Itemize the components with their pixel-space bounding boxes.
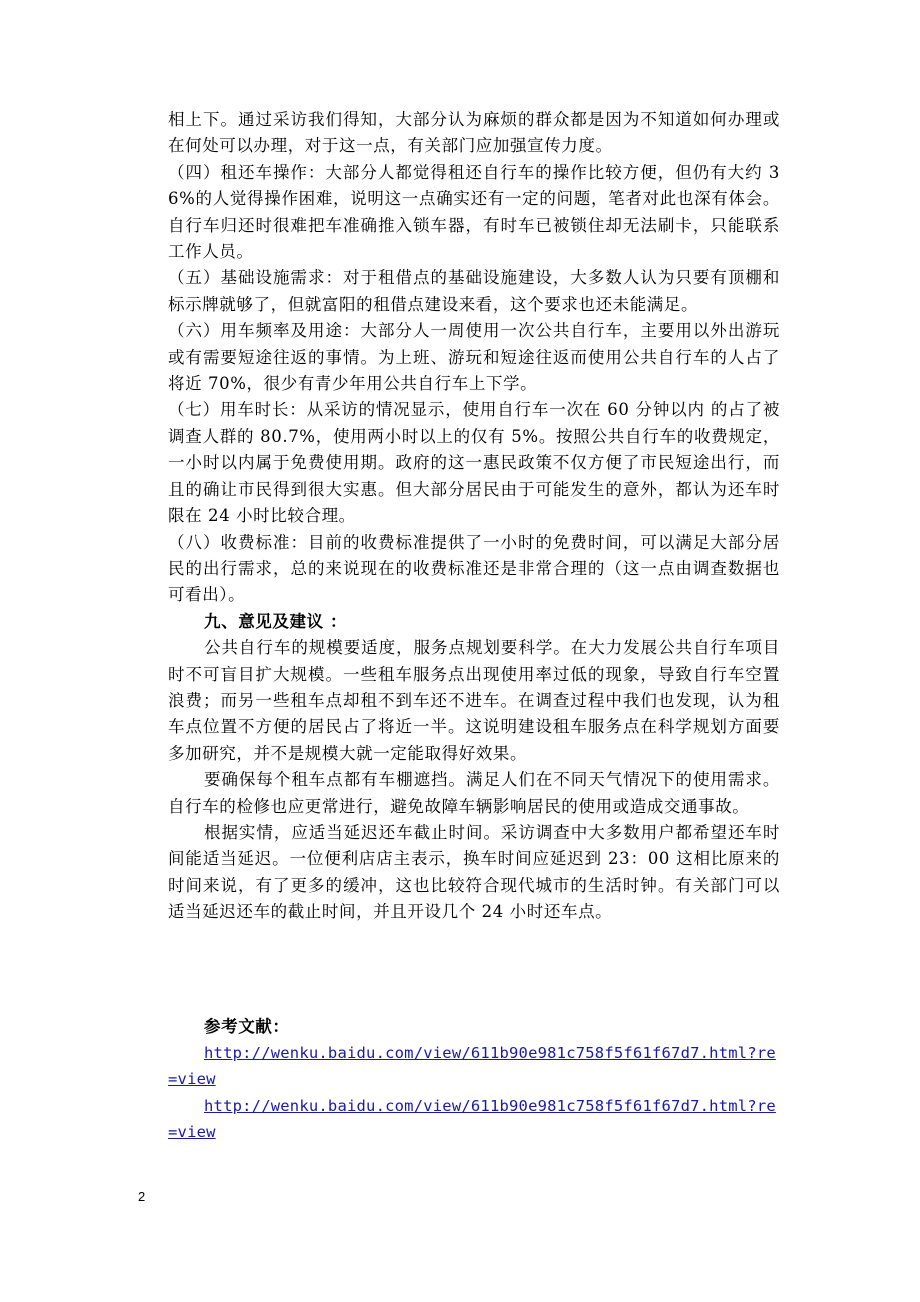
suggestion-paragraph-shelter: 要确保每个租车点都有车棚遮挡。满足人们在不同天气情况下的使用需求。自行车的检修也应更常进行，避免故障车辆影响居民的使用或造成交通事故。 — [168, 770, 780, 816]
findings-item-four: （四）租还车操作：大部分人都觉得租还自行车的操作比较方便，但仍有大约 36%的人觉得操作困难，说明这一点确实还有一定的问题，笔者对此也深有体会。自行车归还时很难把车准确推入锁车器，有时车已被锁住却无法刷卡，只能联系工作人员。 — [168, 162, 780, 262]
page-content — [168, 107, 780, 1146]
reference-link[interactable]: http://wenku.baidu.com/view/611b90e981c758f5f61f67d7.html?re=view — [168, 1096, 776, 1142]
findings-paragraph-continuation: 相上下。通过采访我们得知，大部分认为麻烦的群众都是因为不知道如何办理或在何处可以办理，对于这一点，有关部门应加强宣传力度。 — [168, 110, 780, 156]
findings-item-seven: （七）用车时长：从采访的情况显示，使用自行车一次在 60 分钟以内 的占了被调查人群的 80.7%，使用两小时以上的仅有 5%。按照公共自行车的收费规定，一小时以内属于免费使用期。政府的这一惠民政策不仅方便了市民短途出行，而且的确让市民得到很大实惠。但大部分居民由于可能发生的意外，都认为还车时限在 24 小时比较合理。 — [168, 400, 780, 526]
findings-item-six: （六）用车频率及用途：大部分人一周使用一次公共自行车，主要用以外出游玩或有需要短途往返的事情。为上班、游玩和短途往返而使用公共自行车的人占了将近 70%，很少有青少年用公共自行车上下学。 — [168, 321, 780, 394]
references-heading: 参考文献： — [204, 1016, 290, 1036]
findings-item-five: （五）基础设施需求：对于租借点的基础设施建设，大多数人认为只要有顶棚和标示牌就够了，但就富阳的租借点建设来看，这个要求也还未能满足。 — [168, 268, 780, 314]
reference-link[interactable]: http://wenku.baidu.com/view/611b90e981c758f5f61f67d7.html?re=view — [168, 1044, 776, 1089]
page-number: 2 — [138, 1189, 146, 1204]
findings-item-eight: （八）收费标准：目前的收费标准提供了一小时的免费时间，可以满足大部分居民的出行需求，总的来说现在的收费标准还是非常合理的（这一点由调查数据也可看出）。 — [168, 532, 780, 605]
suggestion-paragraph-scale: 公共自行车的规模要适度，服务点规划要科学。在大力发展公共自行车项目时不可盲目扩大规模。一些租车服务点出现使用率过低的现象，导致自行车空置浪费；而另一些租车点却租不到车还不进车。在调查过程中我们也发现，认为租车点位置不方便的居民占了将近一半。这说明建设租车服务点在科学规划方面要多加研究，并不是规模大就一定能取得好效果。 — [168, 638, 780, 763]
suggestion-paragraph-return-time: 根据实情，应适当延迟还车截止时间。采访调查中大多数用户都希望还车时间能适当延迟。一位便利店店主表示，换车时间应延迟到 23：00 这相比原来的时间来说，有了更多的缓冲，这也比较符合现代城市的生活时钟。有关部门可以适当延迟还车的截止时间，并且开设几个 24 小时还车点。 — [168, 822, 780, 922]
references-section — [168, 1014, 780, 1146]
section-heading-suggestions: 九、意见及建议 ： — [204, 611, 348, 631]
